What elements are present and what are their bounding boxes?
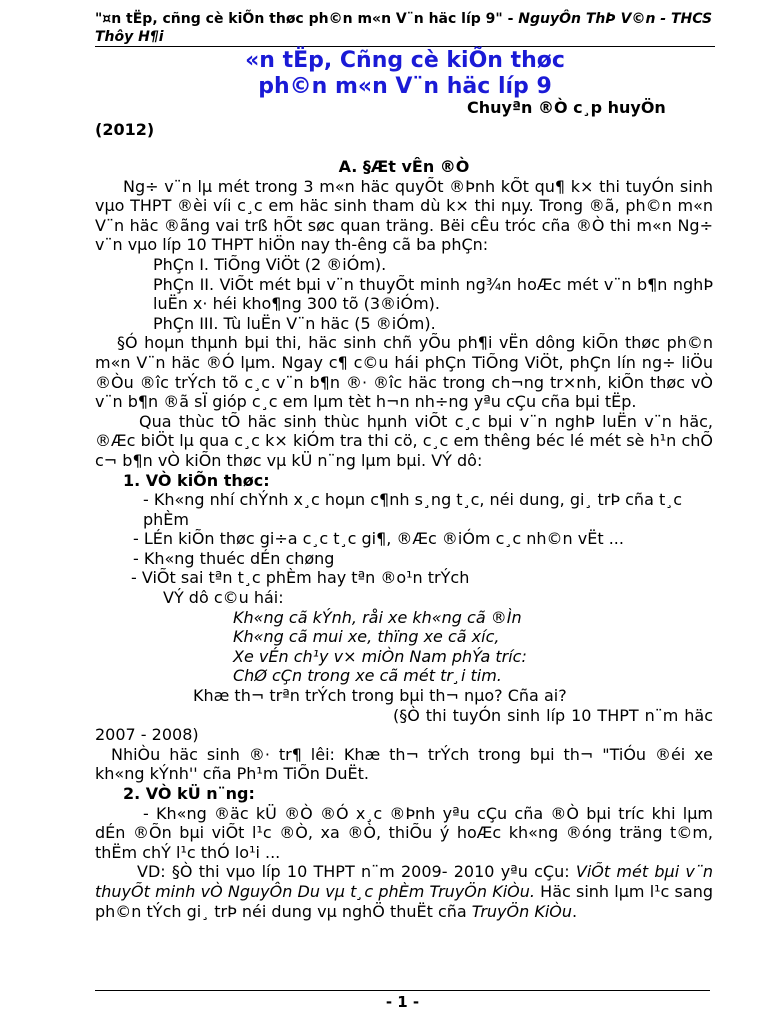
document-title-line-2: ph©n m«n V¨n häc líp 9 [258,74,552,99]
p6-italic-2: TruyÖn KiÒu [471,901,573,921]
example-source: (§Ò thi tuyÓn sinh líp 10 THPT n¨m häc 2007 - 2008) [95,705,713,745]
subtitle-level: Chuyªn ®Ò c¸p huyÖn [467,98,666,117]
document-body [95,157,713,921]
subtitle-year: (2012) [95,120,155,139]
document-title-line-1: «n tËp, Cñng cè kiÕn thøc [245,48,565,73]
paragraph-5: - Kh«ng ®äc kÜ ®Ò ®Ó x¸c ®Þnh yªu cÇu cña ®Ò bµi tríc khi lµm dÉn ®Õn bµi viÕt l¹c ®Ò, xa ®Ò, thiÕu ý hoÆc kh«ng ®óng träng t©m, thËm chÝ l¹c thÓ lo¹i ... [95,803,713,862]
heading-knowledge: 1. VÒ kiÕn thøc: [123,470,270,490]
poem-line-2: Kh«ng cã mui xe, thïng xe cã xíc, [233,627,500,647]
footer-divider [95,990,710,991]
p6-italic: ViÕt mét bµi v¨n thuyÕt minh vÒ NguyÔn Du vµ t¸c phÈm TruyÖn KiÒu. [95,862,714,901]
part-1: PhÇn I. TiÕng ViÖt (2 ®iÓm). [153,254,387,274]
poem-line-3: Xe vÉn ch¹y v× miÒn Nam phÝa tríc: [233,646,527,666]
paragraph-2: §Ó hoµn thµnh bµi thi, häc sinh chñ yÕu ph¶i vËn dông kiÕn thøc ph©n m«n V¨n häc ®Ó lµm. Ngay c¶ c©u hái phÇn TiÕng ViÖt, phÇn lín ng÷ liÖu ®Òu ®îc trÝch tõ c¸c v¨n b¶n ®· ®îc häc trong ch¬ng tr×nh, kiÕn thøc vÒ v¨n b¶n ®ã sÏ gióp c¸c em lµm tèt h¬n nh÷ng yªu cÇu cña bµi tËp. [95,333,713,412]
header-author: NguyÔn ThÞ V©n - THCS Thôy H¶i [95,11,713,45]
example-question: Khæ th¬ trªn trÝch trong bµi th¬ nµo? Cña ai? [193,686,567,706]
bullet-2: - LÉn kiÕn thøc gi÷a c¸c t¸c gi¶, ®Æc ®iÓm c¸c nh©n vËt ... [133,529,624,549]
page-number: - 1 - [385,993,420,1011]
example-label: VÝ dô c©u hái: [163,588,284,608]
bullet-1: - Kh«ng nhí chÝnh x¸c hoµn c¶nh s¸ng t¸c, néi dung, gi¸ trÞ cña t¸c phÈm [143,490,683,529]
p6-end: . [572,901,578,921]
p6-tail: Häc sinh lµm l¹c sang ph©n tÝch gi¸ trÞ néi dung vµ nghÖ thuËt cña [95,881,713,921]
heading-skills: 2. VÒ kÜ n¨ng: [123,784,255,803]
poem-line-1: Kh«ng cã kÝnh, råi xe kh«ng cã ®Ìn [233,607,522,627]
section-a-heading: A. §Æt vÊn ®Ò [338,157,470,176]
part-3: PhÇn III. Tù luËn V¨n häc (5 ®iÓm). [153,313,436,333]
running-header [95,10,715,47]
paragraph-3: Qua thùc tÕ häc sinh thùc hµnh viÕt c¸c bµi v¨n nghÞ luËn v¨n häc, ®Æc biÖt lµ qua c¸c k× kiÓm tra thi cö, c¸c em thêng béc lé mét sè h¹n chÕ c¬ b¶n vÒ kiÕn thøc vµ kÜ n¨ng lµm bµi. VÝ dô: [95,411,713,470]
poem-line-4: ChØ cÇn trong xe cã mét tr¸i tim. [233,666,502,686]
bullet-3: - Kh«ng thuéc dÉn chøng [133,548,335,568]
p6-plain: VD: §Ò thi vµo líp 10 THPT n¨m 2009- 2010 yªu cÇu: [137,862,576,882]
paragraph-4: NhiÒu häc sinh ®· tr¶ lêi: Khæ th¬ trÝch trong bµi th¬ "TiÓu ®éi xe kh«ng kÝnh'' cña Ph¹m TiÕn DuËt. [95,744,713,784]
bullet-4: - ViÕt sai tªn t¸c phÈm hay tªn ®o¹n trÝch [131,568,470,588]
paragraph-1: Ng÷ v¨n lµ mét trong 3 m«n häc quyÕt ®Þnh kÕt qu¶ k× thi tuyÓn sinh vµo THPT ®èi víi c¸c em häc sinh tham dù k× thi nµy. Trong ®ã, ph©n m«n V¨n häc ®ãng vai trß hÕt søc quan träng. Bëi cÊu tróc cña ®Ò thi m«n Ng÷ v¨n vµo líp 10 THPT hiÖn nay th-êng cã ba phÇn: [95,176,713,255]
part-2: PhÇn II. ViÕt mét bµi v¨n thuyÕt minh ng¾n hoÆc mét v¨n b¶n nghÞ luËn x· héi kho¶ng 300 tõ (3®iÓm). [153,274,713,314]
paragraph-6 [95,862,713,921]
header-title: "¤n tËp, cñng cè kiÕn thøc ph©n m«n V¨n häc líp 9" - [95,11,519,27]
